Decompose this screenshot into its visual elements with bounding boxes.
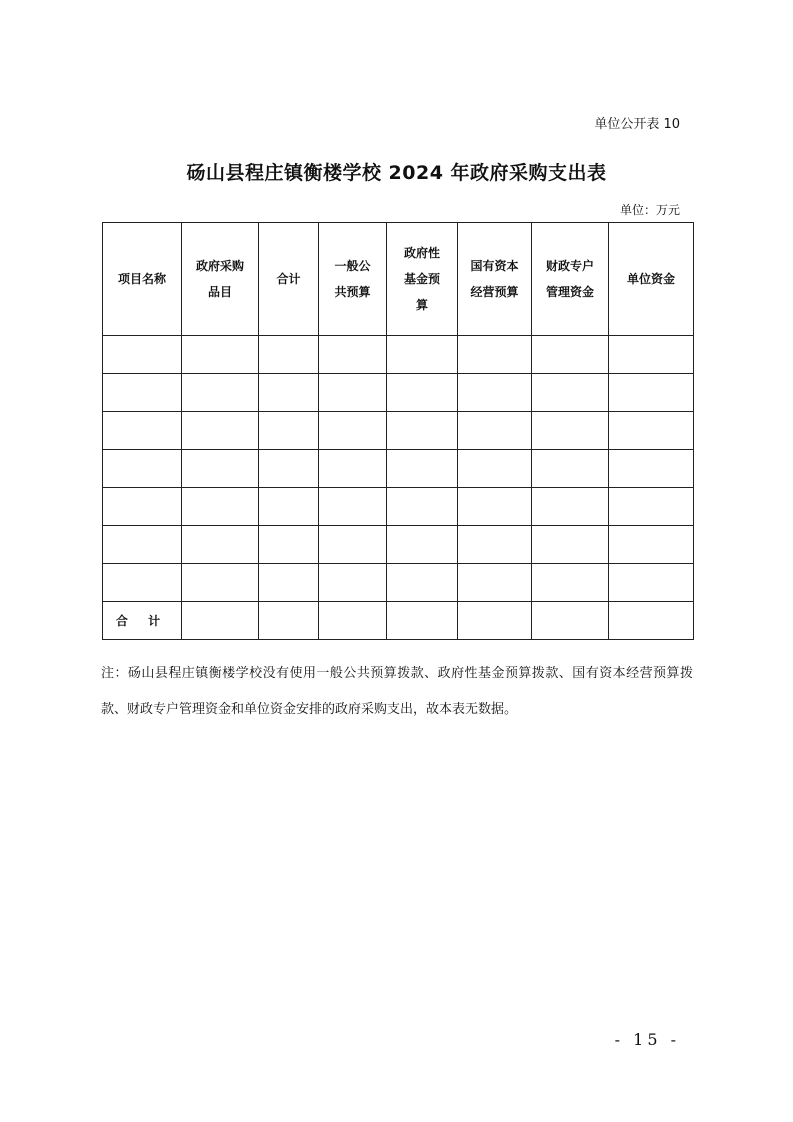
table-cell xyxy=(458,450,532,488)
table-cell xyxy=(182,564,259,602)
table-cell xyxy=(182,602,259,640)
procurement-table xyxy=(102,222,694,640)
table-cell xyxy=(319,526,387,564)
table-cell xyxy=(609,374,694,412)
table-row xyxy=(103,412,694,450)
table-cell xyxy=(387,336,458,374)
table-cell xyxy=(458,564,532,602)
table-cell xyxy=(259,374,319,412)
col-header-special-account-funds: 财政专户 管理资金 xyxy=(532,223,609,336)
col-header-project-name: 项目名称 xyxy=(103,223,182,336)
table-cell xyxy=(458,374,532,412)
table-cell xyxy=(182,450,259,488)
table-cell xyxy=(458,412,532,450)
table-cell xyxy=(532,488,609,526)
table-cell xyxy=(532,526,609,564)
table-cell xyxy=(103,374,182,412)
table-label: 单位公开表 10 xyxy=(594,117,680,132)
table-cell xyxy=(259,526,319,564)
table-cell xyxy=(532,602,609,640)
table-cell xyxy=(182,374,259,412)
table-row xyxy=(103,336,694,374)
total-label: 合 计 xyxy=(103,602,182,640)
col-header-procurement-category: 政府采购 品目 xyxy=(182,223,259,336)
table-cell xyxy=(319,488,387,526)
table-cell xyxy=(609,602,694,640)
table-cell xyxy=(387,564,458,602)
table-header-row xyxy=(103,223,694,336)
table-cell xyxy=(319,336,387,374)
table-cell xyxy=(319,564,387,602)
table-cell xyxy=(319,412,387,450)
table-cell xyxy=(458,336,532,374)
table-cell xyxy=(182,336,259,374)
unit-label: 单位：万元 xyxy=(619,203,680,217)
table-row xyxy=(103,488,694,526)
table-cell xyxy=(182,412,259,450)
table-cell xyxy=(387,488,458,526)
col-header-unit-funds: 单位资金 xyxy=(609,223,694,336)
table-cell xyxy=(609,450,694,488)
page-number: - 15 - xyxy=(614,1030,680,1049)
table-cell xyxy=(458,488,532,526)
table-cell xyxy=(259,564,319,602)
table-cell xyxy=(387,374,458,412)
col-header-state-capital-budget: 国有资本 经营预算 xyxy=(458,223,532,336)
table-cell xyxy=(103,450,182,488)
table-cell xyxy=(319,450,387,488)
col-header-general-budget: 一般公 共预算 xyxy=(319,223,387,336)
table-cell xyxy=(609,488,694,526)
col-header-fund-budget: 政府性 基金预 算 xyxy=(387,223,458,336)
table-cell xyxy=(259,450,319,488)
table-row xyxy=(103,526,694,564)
page-title: 砀山县程庄镇衡楼学校 2024 年政府采购支出表 xyxy=(186,162,607,184)
table-cell xyxy=(609,526,694,564)
table-cell xyxy=(319,602,387,640)
table-cell xyxy=(103,336,182,374)
table-cell xyxy=(182,526,259,564)
table-cell xyxy=(532,374,609,412)
table-row xyxy=(103,374,694,412)
table-cell xyxy=(458,602,532,640)
table-note: 注：砀山县程庄镇衡楼学校没有使用一般公共预算拨款、政府性基金预算拨款、国有资本经营预算拨款、财政专户管理资金和单位资金安排的政府采购支出，故本表无数据。 xyxy=(101,666,693,717)
table-cell xyxy=(387,412,458,450)
table-cell xyxy=(103,488,182,526)
table-cell xyxy=(387,526,458,564)
table-cell xyxy=(609,412,694,450)
table-row xyxy=(103,564,694,602)
table-cell xyxy=(103,526,182,564)
table-cell xyxy=(387,450,458,488)
table-cell xyxy=(532,412,609,450)
table-cell xyxy=(387,602,458,640)
table-cell xyxy=(259,488,319,526)
table-cell xyxy=(103,412,182,450)
table-cell xyxy=(182,488,259,526)
table-cell xyxy=(458,526,532,564)
table-cell xyxy=(259,336,319,374)
table-cell xyxy=(259,602,319,640)
table-cell xyxy=(609,564,694,602)
table-cell xyxy=(259,412,319,450)
table-cell xyxy=(532,450,609,488)
table-cell xyxy=(532,336,609,374)
table-cell xyxy=(103,564,182,602)
table-row xyxy=(103,450,694,488)
col-header-total: 合计 xyxy=(259,223,319,336)
table-cell xyxy=(532,564,609,602)
table-cell xyxy=(319,374,387,412)
table-cell xyxy=(609,336,694,374)
table-total-row xyxy=(103,602,694,640)
